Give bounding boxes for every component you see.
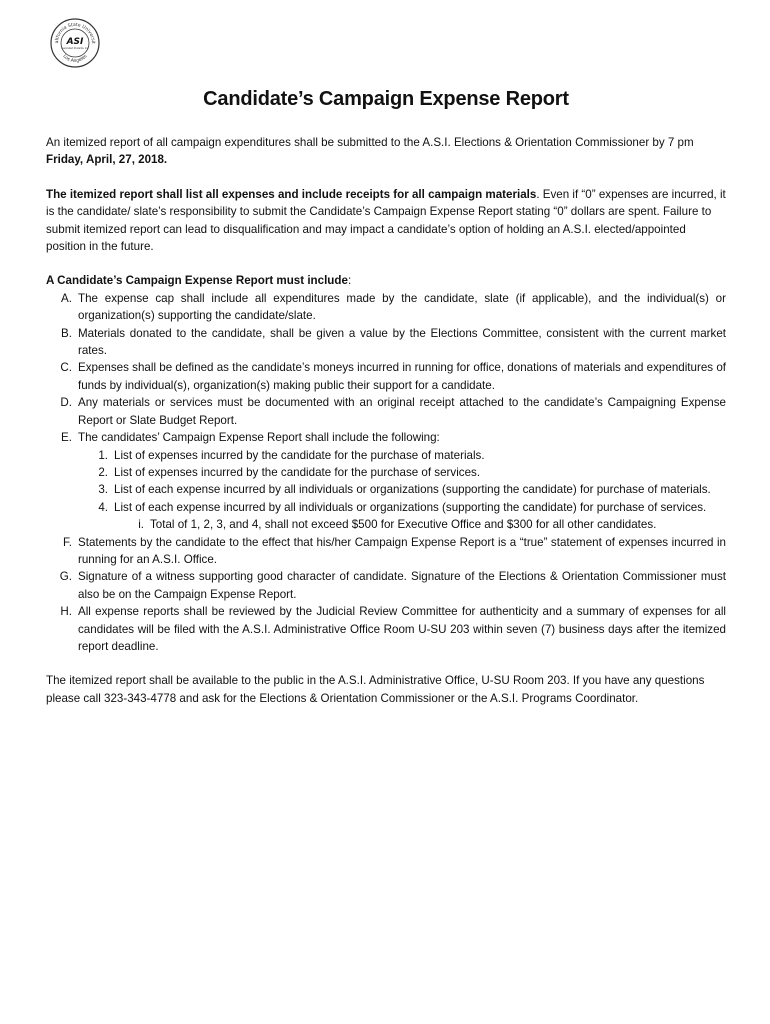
list-marker: B. [61,326,72,340]
sublist-item-2 [78,464,726,481]
sublist-item-text: List of expenses incurred by the candidate for the purchase of services. [114,465,481,479]
list-item-text: Any materials or services must be documented with an original receipt attached to the candidate’s Campaigning Expense Report or Slate Budget Report. [78,396,726,427]
subsub-item-text: Total of 1, 2, 3, and 4, shall not exceed $500 for Executive Office and $300 for all other candidates. [150,518,657,532]
list-item-e-body [78,429,726,533]
sublist-item-4 [78,499,726,516]
asi-seal-graphic [49,17,101,69]
list-item-g [46,568,726,603]
intro-text: An itemized report of all campaign expenditures shall be submitted to the A.S.I. Elections & Orientation Commissioner by 7 pm [46,136,694,149]
list-marker: A. [61,291,72,305]
must-include-colon: : [347,274,352,288]
must-include-heading [46,272,726,289]
list-item-text: Signature of a witness supporting good character of candidate. Signature of the Elections & Orientation Commissioner must also be on the Campaign Expense Report. [78,570,726,601]
sublist-item-1 [78,447,726,464]
list-marker: H. [60,605,72,619]
page-title: Candidate’s Campaign Expense Report [203,88,569,110]
list-item-c [46,359,726,394]
list-item-text: All expense reports shall be reviewed by the Judicial Review Committee for authenticity and a summary of expenses for all candidates will be filed with the A.S.I. Administrative Office Room U-SU 203 within seven (7) business days after the itemized report deadline. [78,605,726,653]
asi-seal-logo [49,17,101,69]
list-item-a [46,290,726,325]
seal-bottom-text: Los Angeles [61,54,89,65]
list-item-text: The expense cap shall include all expenditures made by the candidate, slate (if applicable), and the individual(s) or organization(s) supporting the candidate/slate. [78,291,726,323]
list-item-b [46,325,726,360]
list-item-d [46,394,726,429]
subsub-list [78,516,726,533]
list-item-e [46,429,726,533]
list-item-text: The candidates’ Campaign Expense Report shall include the following: [78,431,440,445]
subsub-item-i [114,516,726,533]
must-include-heading-text: A Candidate’s Campaign Expense Report must include [46,274,348,288]
list-marker: F. [62,535,72,549]
receipts-rest-text: . Even if “0” expenses are incurred, it is the candidate/ slate’s responsibility to submit the Candidate’s Campaign Expense Report stating “0” dollars are spent. Failure to submit itemized report can lead to disqualification and may impact a candidate’s option of holding an A.S.I. elected/appointed position in the future. [46,187,726,254]
list-item-text: Expenses shall be defined as the candidate’s moneys incurred in running for office, donations of materials and expenditures of funds by individual(s), organization(s) making public their support for a candidate. [78,361,726,392]
sublist-item-text: List of expenses incurred by the candidate for the purchase of materials. [114,448,485,462]
list-item-text: Materials donated to the candidate, shall be given a value by the Elections Committee, consistent with the current market rates. [78,326,726,358]
expense-sublist [78,447,726,517]
list-marker: E. [61,431,72,445]
list-marker: C. [60,361,72,375]
sublist-item-3 [78,481,726,498]
subsub-marker: i. [138,518,144,532]
seal-sub-text: Associated Students, Inc. [61,47,89,50]
intro-paragraph [46,134,726,169]
document-body [46,86,726,707]
requirements-list [46,290,726,656]
deadline-text: Friday, April, 27, 2018. [46,153,168,167]
seal-center-text: ASI [66,37,84,47]
list-marker: G. [59,570,72,584]
sublist-item-text: List of each expense incurred by all individuals or organizations (supporting the candidate) for purchase of services. [114,500,707,514]
list-marker: D. [60,396,72,410]
sublist-marker: 4. [98,500,108,514]
list-item-text: Statements by the candidate to the effect that his/her Campaign Expense Report is a “true” statement of expenses incurred in running for an A.S.I. Office. [78,535,726,566]
receipts-bold-text: The itemized report shall list all expenses and include receipts for all campaign materials [46,187,537,201]
sublist-marker: 1. [98,448,108,462]
seal-top-text: alifornia State Universit [54,22,96,44]
list-item-f [46,534,726,569]
closing-paragraph: The itemized report shall be available to the public in the A.S.I. Administrative Office, U-SU Room 203. If you have any questions please call 323-343-4778 and ask for the Elections & Orientation Commissioner or the A.S.I. Programs Coordinator. [46,674,705,705]
sublist-marker: 2. [98,465,108,479]
receipts-paragraph [46,186,726,256]
sublist-item-text: List of each expense incurred by all individuals or organizations (supporting the candidate) for purchase of materials. [114,483,711,497]
sublist-marker: 3. [98,483,108,497]
list-item-h [46,603,726,655]
